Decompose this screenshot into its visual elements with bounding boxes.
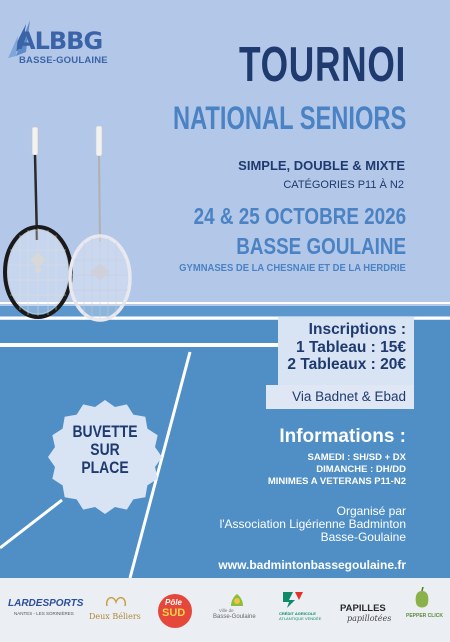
sponsor-deux-beliers: Deux Béliers (89, 612, 141, 621)
registration-price-2: 2 Tableaux : 20€ (287, 356, 406, 373)
organizer-line-2: l'Association Ligérienne Badminton (219, 517, 406, 531)
event-categories: CATÉGORIES P11 À N2 (283, 179, 404, 191)
logo-subtitle: BASSE-GOULAINE (19, 55, 108, 66)
buvette-line-3: PLACE (81, 458, 129, 477)
sponsor-basse-goulaine: Basse-Goulaine (213, 614, 256, 620)
registration-price-1: 1 Tableau : 15€ (296, 339, 406, 356)
buvette-text (57, 423, 152, 477)
event-title: TOURNOI (238, 38, 406, 92)
organizer-line-3: Basse-Goulaine (320, 530, 406, 544)
info-line-2: DIMANCHE : DH/DD (316, 464, 406, 475)
event-dates: 24 & 25 OCTOBRE 2026 (193, 203, 406, 229)
logo-name: ALBBG (17, 27, 103, 55)
registration-via: Via Badnet & Ebad (292, 389, 406, 404)
info-title: Informations : (279, 426, 406, 447)
sponsor-pepper-click: PEPPER CLICK (406, 613, 443, 619)
event-formats: SIMPLE, DOUBLE & MIXTE (238, 158, 405, 173)
sponsor-larde: LARDESPORTS (8, 598, 84, 609)
sponsor-pole: Pôle (165, 598, 182, 607)
sponsor-credit-agricole: CRÉDIT AGRICOLE (279, 611, 316, 616)
sponsor-atlantique-vendee: ATLANTIQUE VENDÉE (279, 616, 322, 621)
credit-agricole-icon (281, 590, 305, 610)
organizer-line-1: Organisé par (336, 504, 406, 518)
info-line-3: MINIMES A VETERANS P11-N2 (267, 476, 406, 487)
buvette-line-2: SUR (90, 440, 120, 459)
sponsor-ville-de: Ville de (219, 608, 234, 613)
event-subtitle: NATIONAL SENIORS (172, 100, 406, 136)
badminton-rackets-icon (0, 120, 140, 330)
buvette-line-1: BUVETTE (72, 422, 138, 441)
sponsor-bar (0, 578, 450, 642)
event-venues: GYMNASES DE LA CHESNAIE ET DE LA HERDRIE (179, 262, 406, 274)
deux-beliers-icon (103, 592, 129, 612)
website-link[interactable]: www.badmintonbassegoulaine.fr (218, 558, 406, 572)
event-location: BASSE GOULAINE (236, 233, 406, 259)
info-line-1: SAMEDI : SH/SD + DX (307, 452, 406, 463)
sponsor-larde-sub: NANTES - LES SORINIÈRES (14, 611, 74, 616)
pepper-click-icon (413, 587, 431, 611)
sponsor-sud: SUD (162, 607, 186, 619)
sponsor-papilles: PAPILLES (340, 603, 386, 614)
registration-title: Inscriptions : (308, 321, 406, 338)
sponsor-papillotees: papillotées (347, 614, 392, 623)
